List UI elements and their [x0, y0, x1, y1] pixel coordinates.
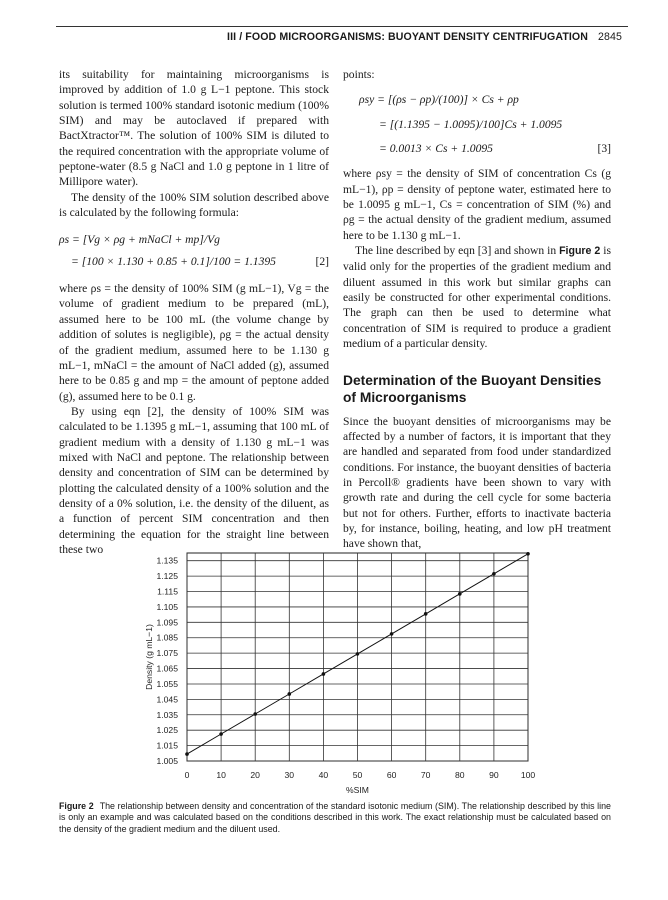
x-tick-label: 60	[386, 770, 397, 780]
data-point	[356, 652, 360, 656]
data-point	[492, 572, 496, 576]
x-axis-label: %SIM	[346, 785, 369, 795]
figure-caption	[59, 801, 611, 835]
paragraph-eqn3-definitions: where ρsy = the density of SIM of concentration Cs (g mL−1), ρp = density of peptone water, estimated here to be 1.0095 g mL−1, Cs = concentration of SIM (%) and ρg = the actual density of the gradient medium, assumed here to be 1.130 g mL−1.	[343, 167, 611, 242]
figure-2-reference[interactable]: Figure 2	[559, 245, 601, 258]
header-text	[227, 31, 622, 43]
y-tick-label: 1.125	[156, 571, 178, 582]
equation-3-line-1: ρsy = [(ρs − ρp)/(100)] × Cs + ρp	[359, 93, 519, 107]
section-heading: Determination of the Buoyant Densities of Microorganisms	[343, 372, 602, 405]
equation-3-line-3	[343, 141, 611, 156]
data-point	[458, 592, 462, 596]
equation-2-line-2	[59, 254, 329, 269]
x-tick-label: 90	[489, 770, 499, 780]
x-tick-label: 40	[318, 770, 329, 780]
chart-svg	[140, 545, 540, 797]
y-tick-label: 1.065	[156, 663, 178, 674]
x-tick-label: 30	[284, 770, 295, 780]
x-tick-label: 20	[250, 770, 260, 780]
paragraph-sim-preparation: its suitability for maintaining microorganisms is improved by addition of 1.0 g L−1 peptone. This stock solution is termed 100% standard isotonic medium (100% SIM) and may be autoclaved if prepared with BactXtractor™. The solution of 100% SIM is diluted to the required concentration with the appropriate volume of peptone-water (8.5 g NaCl and 1.0 g peptone in 1 litre of Millipore water).	[59, 68, 329, 189]
page-number: 2845	[598, 31, 622, 43]
y-tick-label: 1.085	[156, 632, 178, 643]
y-tick-label: 1.005	[156, 756, 178, 766]
figure-2-chart	[140, 545, 540, 797]
y-tick-label: 1.045	[156, 694, 178, 705]
right-column	[343, 67, 611, 552]
x-tick-label: 10	[216, 770, 226, 780]
data-point	[424, 612, 428, 616]
left-column	[59, 67, 329, 557]
x-tick-label: 50	[352, 770, 363, 780]
x-tick-label: 100	[520, 770, 536, 780]
x-tick-label: 0	[184, 770, 190, 780]
y-tick-label: 1.025	[156, 725, 178, 736]
equation-3-line-2: = [(1.1395 − 1.0095)/100]Cs + 1.0095	[379, 117, 563, 131]
y-tick-label: 1.055	[156, 678, 178, 689]
y-tick-label: 1.075	[156, 648, 178, 659]
data-point	[288, 692, 292, 696]
paragraph-density-intro: The density of the 100% SIM solution described above is calculated by the following formula:	[59, 190, 329, 220]
data-point	[253, 712, 257, 716]
caption-text: The relationship between density and concentration of the standard isotonic medium (SIM). The relationship described by this line is only an example and was calculated based on the conditions described in this work. The exact relationship must be calculated based on the density of the gradient medium and the diluent used.	[59, 801, 611, 834]
line-validity-text-a: The line described by eqn [3] and shown in	[355, 244, 560, 258]
paragraph-line-validity	[343, 243, 611, 351]
y-tick-label: 1.095	[156, 617, 178, 628]
y-tick-label: 1.035	[156, 709, 178, 720]
y-tick-label: 1.115	[157, 586, 178, 597]
equation-2-number: [2]	[315, 254, 329, 268]
y-tick-label: 1.015	[156, 740, 178, 751]
y-tick-label: 1.105	[156, 601, 178, 612]
data-point	[390, 632, 394, 636]
equation-2-rhs: = [100 × 1.130 + 0.85 + 0.1]/100 = 1.1395	[71, 254, 276, 268]
paragraph-buoyant-density-factors: Since the buoyant densities of microorganisms may be affected by a number of factors, it is important that they are handled and separated from food under standardized conditions. For instance, the buoyant densities of bacteria in Percoll® gradients have been shown to vary with growth rate and during the cell cycle for some bacteria but not for others. Further, efforts to inactivate bacteria by, for instance, boiling, heating, and low pH treatment have shown that,	[343, 414, 611, 551]
y-axis-label: Density (g mL−1)	[144, 624, 154, 690]
running-title: III / FOOD MICROORGANISMS: BUOYANT DENSITY CENTRIFUGATION	[227, 31, 589, 43]
paragraph-eqn2-result: By using eqn [2], the density of 100% SIM was calculated to be 1.1395 g mL−1, assuming that 100 mL of gradient medium with a density of 1.130 g mL−1 was mixed with NaCl and peptone. The relationship between density and concentration of SIM can be determined by plotting the calculated density of a 100% solution and the density of a 0% solution, i.e. the density of the diluent, as a function of percent SIM concentration and then determining the equation for the straight line between these two	[59, 404, 329, 556]
data-point	[526, 552, 530, 556]
x-tick-label: 70	[420, 770, 431, 780]
header-rule	[56, 26, 628, 27]
equation-2-line-1: ρs = [Vg × ρg + mNaCl + mp]/Vg	[59, 233, 220, 247]
paragraph-points: points:	[343, 68, 375, 81]
x-tick-label: 80	[455, 770, 465, 780]
equation-3-rhs: = 0.0013 × Cs + 1.0095	[379, 142, 493, 156]
paragraph-variable-definitions: where ρs = the density of 100% SIM (g mL−1), Vg = the volume of gradient medium to be prepared (mL), assumed here to be 100 mL (the volume change by addition of solutes is negligible), ρg = the actual density of the gradient medium, assumed here to be 1.130 g mL−1, mNaCl = the amount of NaCl added (g), assumed here to be 0.85 g and mp = the amount of peptone added (g), assumed here to be 0.1 g.	[59, 282, 329, 403]
caption-label: Figure 2	[59, 801, 94, 811]
data-point	[322, 672, 326, 676]
running-header	[0, 0, 668, 52]
data-point	[219, 732, 223, 736]
data-point	[185, 752, 189, 756]
equation-3-number: [3]	[597, 142, 611, 156]
line-validity-text-b: is valid only for the properties of the gradient medium and diluent assumed in this work but similar graphs can easily be constructed for other experimental conditions. The graph can then be used to determine what concentration of SIM is required to produce a gradient medium of a particular density.	[343, 244, 611, 351]
y-tick-label: 1.135	[156, 555, 178, 566]
